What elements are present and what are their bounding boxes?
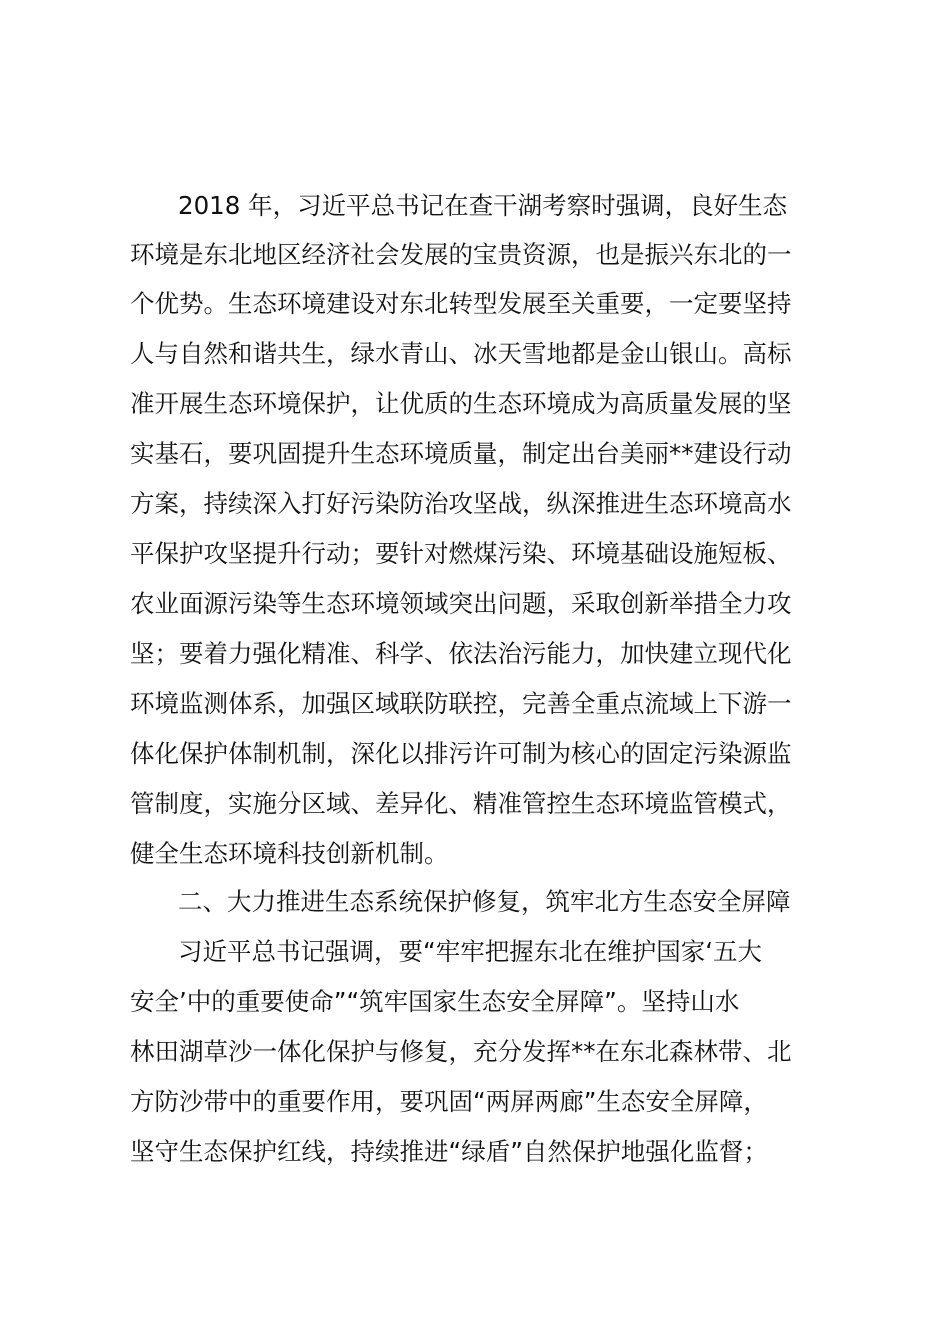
paragraph-2-line-1: 习近平总书记强调，要“牢牢把握东北在维护国家‘五大 [178,937,762,966]
paragraph-1-line-9: 农业面源污染等生态环境领域突出问题，采取创新举措全力攻 [130,589,792,618]
paragraph-1-line-6: 实基石，要巩固提升生态环境质量，制定出台美丽**建设行动 [130,439,792,468]
text-line [0,478,950,530]
paragraph-1-line-2: 环境是东北地区经济社会发展的宝贵资源，也是振兴东北的一 [130,240,792,269]
paragraph-1-line-3: 个优势。生态环境建设对东北转型发展至关重要，一定要坚持 [130,289,792,318]
paragraph-1-line-13: 管制度，实施分区域、差异化、精准管控生态环境监管模式， [130,789,792,818]
text-line [0,778,950,830]
text-line [0,180,950,232]
text-line [0,678,950,730]
paragraph-1-line-8: 平保护攻坚提升行动；要针对燃煤污染、环境基础设施短板、 [130,539,792,568]
text-line [0,926,950,978]
text-line [0,428,950,480]
text-line [0,876,950,928]
paragraph-1-line-1: 2018 年，习近平总书记在查干湖考察时强调，良好生态 [178,191,788,220]
text-line [0,328,950,380]
paragraph-1-line-10: 坚；要着力强化精准、科学、依法治污能力，加快建立现代化 [130,639,792,668]
paragraph-1-line-7: 方案，持续深入打好污染防治攻坚战，纵深推进生态环境高水 [130,489,792,518]
text-line [0,728,950,780]
text-line [0,1126,950,1178]
paragraph-1-line-4: 人与自然和谐共生，绿水青山、冰天雪地都是金山银山。高标 [130,339,792,368]
text-line [0,828,950,880]
text-line [0,578,950,630]
paragraph-2-line-3: 林田湖草沙一体化保护与修复，充分发挥**在东北森林带、北 [130,1037,792,1066]
text-line [0,1076,950,1128]
text-line [0,229,950,281]
text-line [0,628,950,680]
section-heading: 二、大力推进生态系统保护修复，筑牢北方生态安全屏障 [178,887,791,916]
text-line [0,1026,950,1078]
paragraph-2-line-5: 坚守生态保护红线，持续推进“绿盾”自然保护地强化监督； [130,1137,768,1166]
text-line [0,378,950,430]
text-line [0,976,950,1028]
paragraph-2-line-4: 方防沙带中的重要作用，要巩固“两屏两廊”生态安全屏障， [130,1087,768,1116]
paragraph-1-line-11: 环境监测体系，加强区域联防联控，完善全重点流域上下游一 [130,689,792,718]
text-line [0,528,950,580]
paragraph-1-line-12: 体化保护体制机制，深化以排污许可制为核心的固定污染源监 [130,739,792,768]
text-line [0,278,950,330]
paragraph-1-line-14: 健全生态环境科技创新机制。 [130,839,449,868]
paragraph-1-line-5: 准开展生态环境保护，让优质的生态环境成为高质量发展的坚 [130,389,792,418]
paragraph-2-line-2: 安全’中的重要使命”“筑牢国家生态安全屏障”。坚持山水 [130,987,740,1016]
